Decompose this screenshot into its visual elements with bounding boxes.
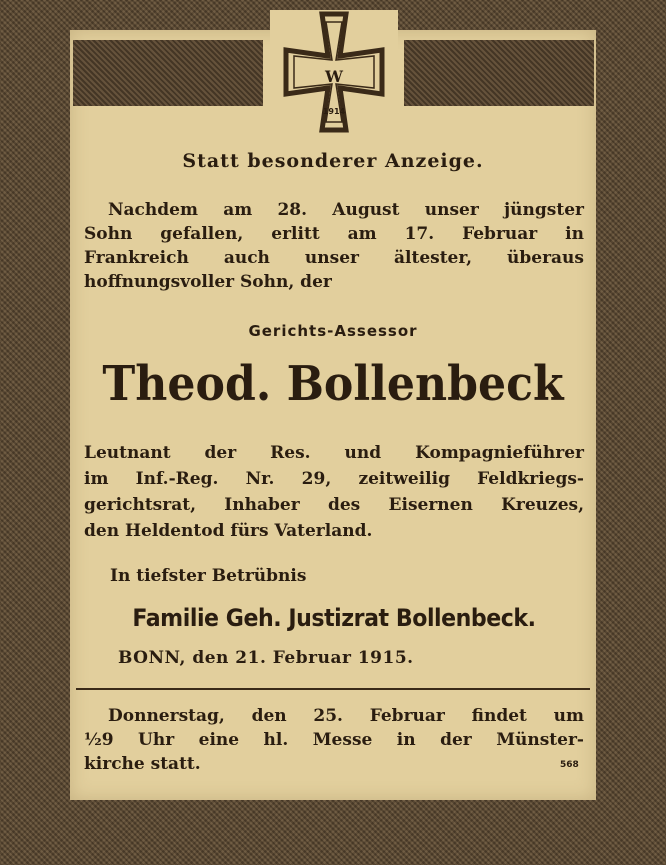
paragraph-line: Sohn gefallen, erlitt am 17. Februar in xyxy=(84,224,584,244)
divider-rule xyxy=(76,688,590,690)
mass-line: ½9 Uhr eine hl. Messe in der Münster- xyxy=(84,730,584,750)
notice-paragraph xyxy=(84,198,584,294)
grief-line: In tiefster Betrübnis xyxy=(110,566,307,586)
paragraph-line: Frankreich auch unser ältester, überaus xyxy=(84,248,584,268)
deceased-name: Theod. Bollenbeck xyxy=(102,356,564,412)
details-line: den Heldentod fürs Vaterland. xyxy=(84,521,373,541)
iron-cross-icon xyxy=(270,10,398,134)
notice-paper xyxy=(70,30,596,800)
mass-notice xyxy=(84,704,584,776)
place-date: BONN, den 21. Februar 1915. xyxy=(118,648,414,668)
cross-letter: W xyxy=(325,67,343,86)
mourning-band-right xyxy=(404,40,594,106)
notice-code: 568 xyxy=(560,760,579,770)
deceased-title: Gerichts-Assessor xyxy=(248,322,418,340)
notice-heading: Statt besonderer Anzeige. xyxy=(182,150,484,172)
family-signature: Familie Geh. Justizrat Bollenbeck. xyxy=(132,604,536,632)
details-line: gerichtsrat, Inhaber des Eisernen Kreuzes, xyxy=(84,495,584,515)
paragraph-line: Nachdem am 28. August unser jüngster xyxy=(108,200,584,220)
paragraph-line: hoffnungsvoller Sohn, der xyxy=(84,272,332,292)
mourning-band-left xyxy=(73,40,263,106)
cross-year: 1914 xyxy=(322,107,346,116)
details-line: im Inf.-Reg. Nr. 29, zeitweilig Feldkriegs- xyxy=(84,469,584,489)
mass-line: Donnerstag, den 25. Februar findet um xyxy=(108,706,584,726)
details-line: Leutnant der Res. und Kompagnieführer xyxy=(84,443,584,463)
mass-line: kirche statt. xyxy=(84,754,201,774)
deceased-details xyxy=(84,440,584,544)
